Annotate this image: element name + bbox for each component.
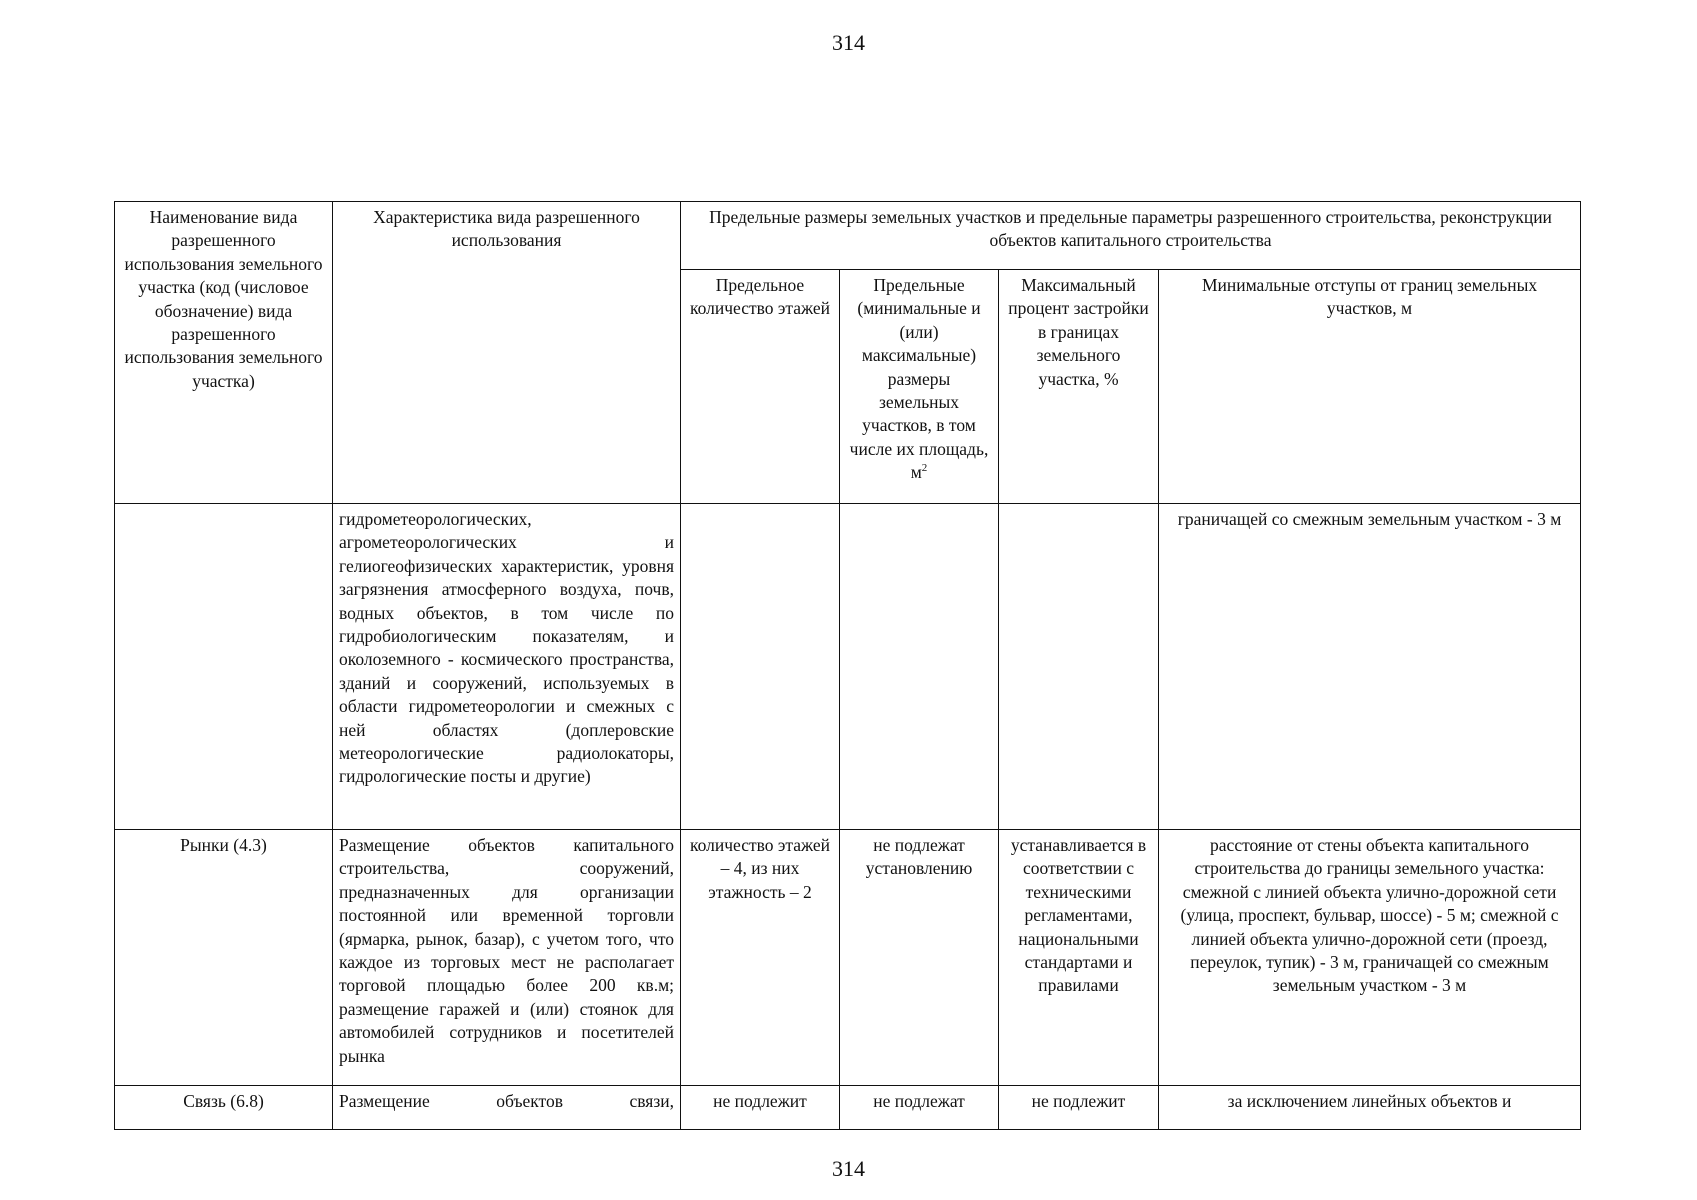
- header-plot-size-text: Предельные (минимальные и (или) максимальные) размеры земельных участков, в том числе их площадь, м: [849, 275, 989, 483]
- row-setbacks: граничащей со смежным земельным участком - 3 м: [1159, 504, 1581, 830]
- page-number-top: 314: [832, 30, 865, 55]
- row-plot-size: не подлежат: [840, 1086, 999, 1130]
- row-floors: [681, 504, 840, 830]
- row-coverage: не подлежит: [999, 1086, 1159, 1130]
- row-use-name: Рынки (4.3): [115, 830, 333, 1086]
- row-setbacks: расстояние от стены объекта капитального строительства до границы земельного участка: смежной с линией объекта улично-дорожной сети (улица, проспект, бульвар, шоссе) - 5 м; смежной с линией объекта улично-дорожной сети (проезд, переулок, тупик) - 3 м, граничащей со смежным земельным участком - 3 м: [1159, 830, 1581, 1086]
- row-use-characteristic: Размещение объектов связи,: [333, 1086, 681, 1130]
- page-number-bottom: 314: [832, 1156, 865, 1181]
- header-use-name: Наименование вида разрешенного использования земельного участка (код (числовое обозначение) вида разрешенного использования земельного участка): [115, 202, 333, 504]
- header-plot-size: [840, 270, 999, 504]
- table-header: [115, 202, 1581, 504]
- row-use-characteristic: гидрометеорологических, агрометеорологических и гелиогеофизических характеристик, уровня загрязнения атмосферного воздуха, почв, водных объектов, в том числе по гидробиологическим показателям, и околоземного - космического пространства, зданий и сооружений, используемых в области гидрометеорологии и смежных с ней областях (доплеровские метеорологические радиолокаторы, гидрологические посты и другие): [333, 504, 681, 830]
- header-coverage: Максимальный процент застройки в границах земельного участка, %: [999, 270, 1159, 504]
- header-floors: Предельное количество этажей: [681, 270, 840, 504]
- table-row: [115, 1086, 1581, 1130]
- row-floors: количество этажей – 4, из них этажность – 2: [681, 830, 840, 1086]
- header-setbacks: Минимальные отступы от границ земельных участков, м: [1159, 270, 1581, 504]
- row-plot-size: не подлежат установлению: [840, 830, 999, 1086]
- header-use-characteristic: Характеристика вида разрешенного использования: [333, 202, 681, 504]
- row-use-characteristic: Размещение объектов капитального строительства, сооружений, предназначенных для организации постоянной или временной торговли (ярмарка, рынок, базар), с учетом того, что каждое из торговых мест не располагает торговой площадью более 200 кв.м; размещение гаражей и (или) стоянок для автомобилей сотрудников и посетителей рынка: [333, 830, 681, 1086]
- row-coverage: устанавливается в соответствии с техническими регламентами, национальными стандартами и правилами: [999, 830, 1159, 1086]
- table-row: [115, 830, 1581, 1086]
- table-row: [115, 504, 1581, 830]
- header-plot-size-sup: 2: [921, 462, 928, 475]
- row-plot-size: [840, 504, 999, 830]
- row-use-name: Связь (6.8): [115, 1086, 333, 1130]
- row-setbacks: за исключением линейных объектов и: [1159, 1086, 1581, 1130]
- row-floors: не подлежит: [681, 1086, 840, 1130]
- row-use-name: [115, 504, 333, 830]
- header-limits-group: Предельные размеры земельных участков и предельные параметры разрешенного строительства, реконструкции объектов капитального строительства: [681, 202, 1581, 270]
- regulations-table: [114, 201, 1581, 1130]
- row-coverage: [999, 504, 1159, 830]
